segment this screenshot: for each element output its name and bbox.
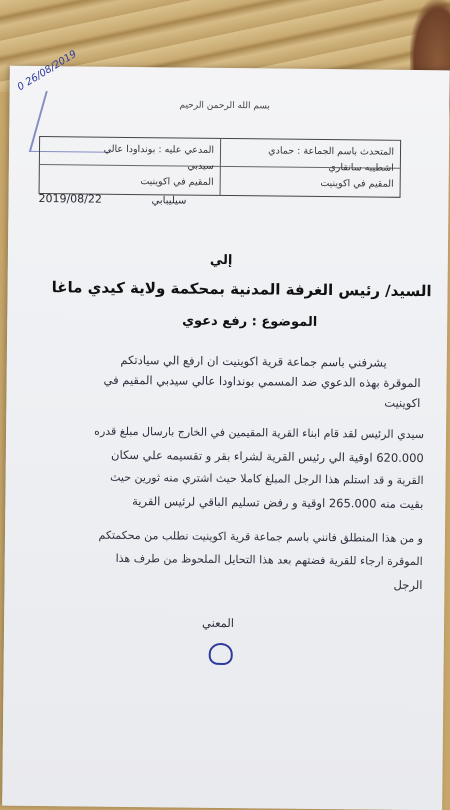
plaintiff-line2: اشطيبه سانقاري [328, 162, 394, 174]
addressee: السيد/ رئيس الغرفة المدنية بمحكمة ولاية كيدي ماغا [51, 278, 432, 301]
to-label: إلي [209, 252, 233, 269]
paragraph3-line: الرجل [393, 577, 423, 593]
letter-date: 2019/08/22 [38, 192, 102, 206]
defendant-line1: المدعي عليه : بونداودا عالي [103, 143, 215, 156]
plaintiff-line1: المتحدث باسم الجماعة : حمادي [268, 145, 395, 158]
paragraph2-line: 620.000 اوقية الي رئيس القرية لشراء بقر و تقسيمه علي سكان [110, 447, 424, 466]
signature-mark [209, 643, 233, 665]
complaint-letter [2, 48, 450, 810]
parties-box [39, 136, 402, 198]
signature-label: المعني [201, 615, 235, 631]
paragraph2-line: القرية و قد استلم هذا الرجل المبلغ كاملا حيث اشتري منه ثورين حيث [110, 470, 424, 488]
basmala: بسم الله الرحمن الرحيم [179, 100, 270, 112]
defendant-line3: المقيم في اكوينيت [140, 176, 214, 188]
paragraph3-line: و من هذا المنطلق فانني باسم جماعة قرية اكوينيت نطلب من محكمتكم [98, 528, 424, 546]
paragraph3-line: الموقرة ارجاء للقرية فضتهم بعد هذا التحايل الملحوظ من طرف هذا [115, 551, 423, 569]
paragraph1-line: يشرفني باسم جماعة قرية اكوينيت ان ارفع الي سيادتكم [120, 352, 387, 370]
defendant-line2: سيدبي [187, 160, 214, 172]
handwritten-date: 0 26/08/2019 [15, 48, 79, 94]
paragraph2-line: بقيت منه 265.000 اوقية و رفض تسليم الباقي لرئيس القرية [132, 494, 424, 512]
subject: الموضوع : رفع دعوي [182, 313, 318, 330]
place: سيليبابي [151, 195, 187, 207]
paragraph1-line: الموقرة بهذه الدعوي ضد المسمي بونداودا عالي سيدبي المقيم في [103, 372, 421, 391]
paragraph2-line: سيدي الرئيس لقد قام ابناء القرية المقيمين في الخارج بارسال مبلغ قدره [94, 424, 425, 442]
plaintiff-line3: المقيم في اكوينيت [320, 177, 394, 190]
paragraph1-line: اكوينيت [384, 395, 421, 411]
